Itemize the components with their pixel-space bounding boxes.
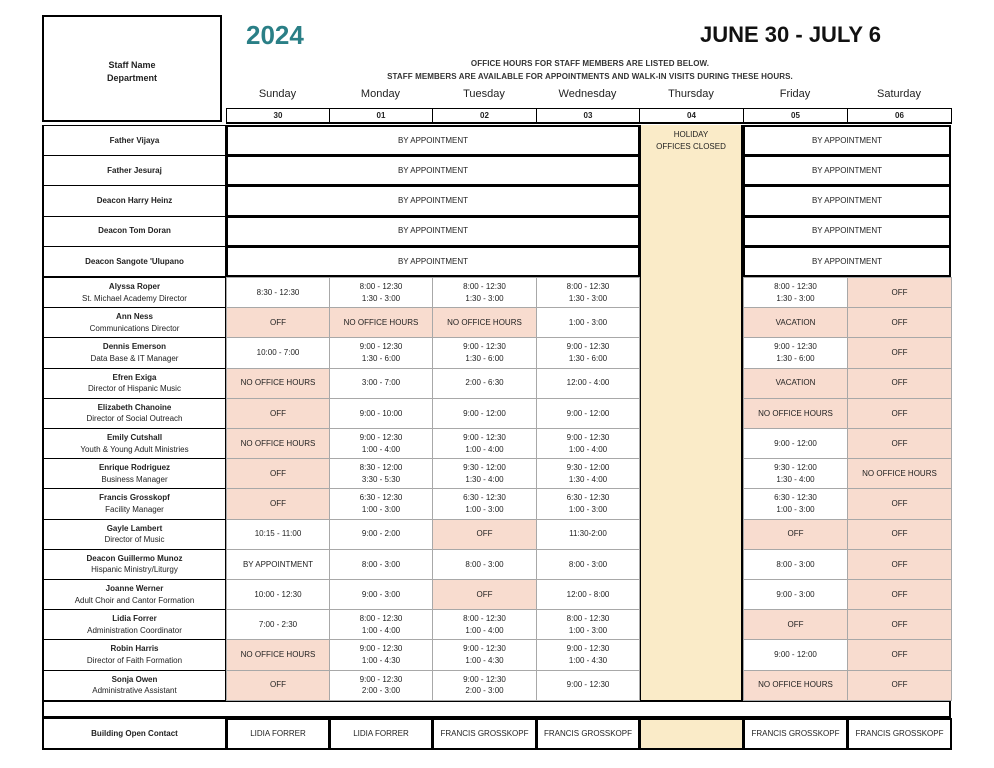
- hours-line: 12:00 - 8:00: [566, 589, 610, 599]
- hours-line: 1:00 - 4:00: [465, 625, 504, 635]
- hours-cell-mon: [329, 458, 433, 489]
- hours-line: 6:30 - 12:30: [774, 493, 817, 503]
- hours-cell-sun: [226, 579, 330, 610]
- building-contact-sun: LIDIA FORRER: [226, 718, 330, 750]
- hours-line: 2:00 - 3:00: [361, 686, 401, 696]
- hours-cell-tue: [432, 488, 537, 519]
- hours-cell-fri: [743, 488, 848, 519]
- hours-cell-mon: [329, 609, 433, 640]
- hours-line: 1:00 - 3:00: [361, 504, 401, 514]
- hours-cell-sun: [226, 337, 330, 368]
- hours-cell-fri: [743, 337, 848, 368]
- hours-line: 8:00 - 12:30: [359, 614, 403, 624]
- hours-line: NO OFFICE HOURS: [862, 468, 937, 478]
- staff-department: Director of Music: [104, 535, 165, 545]
- hours-line: 9:00 - 12:30: [463, 644, 506, 654]
- staff-department: Hispanic Ministry/Liturgy: [91, 565, 178, 575]
- staff-department: Director of Social Outreach: [86, 414, 183, 424]
- holiday-label: [639, 126, 743, 156]
- hours-line: 1:00 - 4:00: [465, 444, 504, 454]
- day-name-friday: Friday: [779, 88, 811, 100]
- hours-line: 1:00 - 4:30: [568, 655, 608, 665]
- date-range-title: JUNE 30 - JULY 6: [700, 22, 881, 47]
- hours-line: 9:00 - 12:30: [566, 644, 610, 654]
- hours-cell-sat: [847, 519, 952, 550]
- staff-name-cell: [42, 458, 227, 489]
- hours-line: OFF: [891, 287, 908, 297]
- hours-cell-tue: [432, 549, 537, 580]
- hours-line: 9:30 - 12:00: [774, 463, 817, 473]
- hours-line: 12:00 - 4:00: [566, 378, 610, 388]
- clergy-name-cell: [42, 246, 227, 277]
- holiday-line: HOLIDAY: [673, 130, 709, 140]
- hours-cell-wed: [536, 549, 640, 580]
- hours-cell-sun: [226, 609, 330, 640]
- hours-cell-tue: [432, 368, 537, 399]
- hours-cell-sat: [847, 458, 952, 489]
- hours-line: 9:00 - 12:30: [463, 674, 506, 684]
- hours-line: NO OFFICE HOURS: [240, 650, 316, 660]
- holiday-line: OFFICES CLOSED: [656, 142, 726, 151]
- staff-department: Director of Hispanic Music: [88, 384, 181, 394]
- clergy-weekend-cell: BY APPOINTMENT: [743, 246, 951, 277]
- hours-cell-sun: [226, 428, 330, 459]
- clergy-weekdays-cell: BY APPOINTMENT: [226, 216, 640, 247]
- building-contact-label-cell: [42, 718, 227, 750]
- hours-line: 1:30 - 6:00: [465, 353, 504, 363]
- staff-name: Emily Cutshall: [106, 433, 163, 442]
- hours-line: OFF: [270, 680, 286, 690]
- hours-line: 1:00 - 4:30: [465, 655, 504, 665]
- hours-cell-fri: [743, 579, 848, 610]
- hours-line: 1:30 - 6:00: [568, 353, 608, 363]
- staff-name: Lidia Forrer: [112, 614, 157, 624]
- staff-name-header: Staff Name: [108, 60, 156, 70]
- hours-line: 7:00 - 2:30: [258, 619, 298, 629]
- hours-cell-fri: [743, 428, 848, 459]
- staff-name-cell: [42, 398, 227, 429]
- hours-cell-fri: [743, 277, 848, 308]
- staff-header-box: [42, 15, 222, 122]
- hours-cell-wed: [536, 337, 640, 368]
- hours-line: 8:00 - 12:30: [359, 282, 403, 291]
- hours-line: 1:30 - 3:00: [465, 293, 504, 303]
- clergy-weekdays-cell: BY APPOINTMENT: [226, 125, 640, 156]
- hours-cell-wed: [536, 488, 640, 519]
- hours-line: 11:30-2:00: [569, 529, 607, 539]
- clergy-name: Father Jesuraj: [107, 165, 162, 175]
- hours-line: 9:00 - 12:30: [463, 342, 506, 352]
- hours-line: 9:30 - 12:00: [566, 463, 610, 473]
- hours-line: 8:00 - 3:00: [361, 559, 401, 569]
- hours-cell-fri: [743, 458, 848, 489]
- hours-cell-fri: [743, 368, 848, 399]
- staff-name: Deacon Guillermo Munoz: [86, 553, 183, 563]
- hours-line: 9:00 - 12:30: [566, 680, 610, 690]
- hours-cell-sat: [847, 428, 952, 459]
- year-title: 2024: [246, 20, 304, 50]
- hours-line: OFF: [787, 529, 804, 539]
- hours-line: 2:00 - 3:00: [465, 686, 504, 696]
- hours-line: 8:00 - 12:30: [774, 282, 817, 291]
- hours-line: OFF: [891, 650, 908, 660]
- hours-line: OFF: [476, 529, 493, 539]
- staff-name: Dennis Emerson: [102, 342, 167, 352]
- staff-name-cell: [42, 609, 227, 640]
- hours-cell-tue: [432, 670, 537, 701]
- hours-line: OFF: [891, 559, 908, 569]
- hours-line: 8:00 - 12:30: [463, 282, 506, 291]
- hours-line: 9:00 - 2:00: [361, 529, 401, 539]
- hours-line: 9:00 - 12:00: [566, 408, 610, 418]
- hours-line: 10:15 - 11:00: [254, 529, 302, 539]
- hours-cell-sat: [847, 670, 952, 701]
- hours-line: 1:30 - 4:00: [568, 474, 608, 484]
- hours-cell-fri: [743, 639, 848, 670]
- hours-line: OFF: [270, 408, 286, 418]
- hours-cell-tue: [432, 579, 537, 610]
- hours-cell-sun: [226, 458, 330, 489]
- hours-cell-fri: [743, 398, 848, 429]
- hours-line: 9:00 - 12:30: [359, 342, 403, 352]
- date-cell-tuesday: 02: [432, 108, 537, 124]
- hours-cell-tue: [432, 609, 537, 640]
- hours-cell-tue: [432, 519, 537, 550]
- hours-line: VACATION: [775, 317, 816, 327]
- clergy-name-cell: [42, 155, 227, 186]
- clergy-name-cell: [42, 216, 227, 247]
- staff-department: Director of Faith Formation: [86, 655, 183, 665]
- hours-line: 9:00 - 12:30: [566, 433, 610, 442]
- hours-line: 9:00 - 12:30: [463, 433, 506, 442]
- hours-cell-mon: [329, 368, 433, 399]
- clergy-name: Father Vijaya: [109, 135, 160, 145]
- hours-line: OFF: [891, 619, 908, 629]
- hours-cell-wed: [536, 458, 640, 489]
- hours-cell-sat: [847, 488, 952, 519]
- hours-cell-sun: [226, 368, 330, 399]
- day-name-tuesday: Tuesday: [463, 88, 505, 100]
- clergy-name: Deacon Tom Doran: [98, 226, 171, 236]
- hours-cell-sat: [847, 639, 952, 670]
- note-line-2: STAFF MEMBERS ARE AVAILABLE FOR APPOINTMENTS AND WALK-IN VISITS DURING THESE HOURS.: [387, 72, 793, 81]
- staff-name-cell: [42, 428, 227, 459]
- hours-cell-mon: [329, 277, 433, 308]
- hours-cell-fri: [743, 670, 848, 701]
- staff-name: Elizabeth Chanoine: [97, 402, 172, 412]
- building-contact-mon: LIDIA FORRER: [329, 718, 433, 750]
- hours-line: 9:00 - 12:00: [774, 650, 817, 660]
- hours-line: 9:00 - 12:30: [359, 644, 403, 654]
- hours-line: OFF: [787, 619, 804, 629]
- hours-cell-fri: [743, 549, 848, 580]
- hours-line: 1:00 - 3:00: [568, 317, 608, 327]
- hours-cell-mon: [329, 639, 433, 670]
- hours-line: 9:00 - 12:30: [359, 674, 403, 684]
- clergy-name: Deacon Harry Heinz: [96, 196, 173, 206]
- hours-line: 10:00 - 12:30: [254, 589, 302, 599]
- hours-cell-mon: [329, 398, 433, 429]
- hours-cell-tue: [432, 307, 537, 338]
- day-name-thursday: Thursday: [668, 88, 714, 100]
- hours-line: 8:00 - 12:30: [566, 282, 610, 291]
- date-cell-friday: 05: [743, 108, 848, 124]
- hours-cell-tue: [432, 277, 537, 308]
- hours-cell-sat: [847, 368, 952, 399]
- note-line-1: OFFICE HOURS FOR STAFF MEMBERS ARE LISTED BELOW.: [470, 59, 710, 68]
- hours-line: 9:30 - 12:00: [463, 463, 506, 473]
- hours-line: NO OFFICE HOURS: [240, 378, 316, 388]
- hours-line: 1:00 - 4:00: [361, 625, 401, 635]
- hours-cell-sun: [226, 277, 330, 308]
- hours-line: OFF: [891, 408, 908, 418]
- thursday-holiday-column: [639, 125, 743, 700]
- building-contact-thu: [639, 718, 744, 750]
- building-contact-tue: FRANCIS GROSSKOPF: [432, 718, 537, 750]
- staff-department: St. Michael Academy Director: [82, 293, 187, 303]
- date-cell-thursday: 04: [639, 108, 744, 124]
- hours-line: 1:00 - 4:00: [568, 444, 608, 454]
- staff-department: Administration Coordinator: [87, 625, 182, 635]
- hours-line: 3:30 - 5:30: [361, 474, 401, 484]
- hours-cell-sun: [226, 488, 330, 519]
- hours-line: OFF: [891, 529, 908, 539]
- hours-line: BY APPOINTMENT: [242, 559, 314, 569]
- staff-name-cell: [42, 639, 227, 670]
- hours-line: OFF: [891, 438, 908, 448]
- staff-department: Youth & Young Adult Ministries: [80, 444, 189, 454]
- day-name-monday: Monday: [360, 88, 401, 100]
- hours-cell-sun: [226, 639, 330, 670]
- hours-cell-sun: [226, 519, 330, 550]
- hours-line: 6:30 - 12:30: [359, 493, 403, 503]
- hours-cell-sat: [847, 277, 952, 308]
- staff-department: Data Base & IT Manager: [90, 353, 179, 363]
- clergy-weekdays-cell: BY APPOINTMENT: [226, 155, 640, 186]
- hours-cell-fri: [743, 609, 848, 640]
- hours-cell-sat: [847, 307, 952, 338]
- hours-line: 1:00 - 3:00: [465, 504, 504, 514]
- hours-line: 1:30 - 6:00: [361, 353, 401, 363]
- hours-line: 8:00 - 12:30: [463, 614, 506, 624]
- hours-line: 9:00 - 12:30: [774, 342, 817, 352]
- building-contact-sat: FRANCIS GROSSKOPF: [847, 718, 952, 750]
- hours-cell-wed: [536, 368, 640, 399]
- hours-cell-sat: [847, 337, 952, 368]
- hours-line: 1:30 - 4:00: [776, 474, 815, 484]
- staff-name: Ann Ness: [116, 312, 153, 322]
- clergy-weekdays-cell: BY APPOINTMENT: [226, 246, 640, 277]
- hours-line: OFF: [270, 468, 286, 478]
- hours-line: OFF: [891, 499, 908, 509]
- hours-cell-mon: [329, 337, 433, 368]
- staff-name: Efren Exiga: [112, 372, 157, 382]
- staff-name: Enrique Rodriguez: [98, 463, 171, 473]
- staff-name: Francis Grosskopf: [99, 493, 170, 503]
- hours-cell-sat: [847, 579, 952, 610]
- hours-line: 1:00 - 3:00: [568, 625, 608, 635]
- staff-department: Administrative Assistant: [92, 686, 177, 696]
- hours-line: NO OFFICE HOURS: [758, 408, 833, 418]
- hours-cell-mon: [329, 428, 433, 459]
- hours-line: 8:00 - 3:00: [776, 559, 815, 569]
- clergy-name-cell: [42, 185, 227, 216]
- hours-line: 9:00 - 12:30: [566, 342, 610, 352]
- hours-cell-fri: [743, 519, 848, 550]
- staff-department: Facility Manager: [105, 504, 164, 514]
- hours-line: 6:30 - 12:30: [566, 493, 610, 503]
- staff-name: Robin Harris: [110, 644, 159, 654]
- hours-line: 1:30 - 3:00: [361, 293, 401, 303]
- hours-line: 8:30 - 12:30: [256, 287, 300, 297]
- hours-cell-tue: [432, 428, 537, 459]
- clergy-weekdays-cell: BY APPOINTMENT: [226, 185, 640, 216]
- hours-line: 1:30 - 3:00: [568, 293, 608, 303]
- hours-line: 6:30 - 12:30: [463, 493, 506, 503]
- hours-line: 10:00 - 7:00: [256, 348, 300, 358]
- hours-line: OFF: [891, 348, 908, 358]
- hours-line: 1:00 - 3:00: [776, 504, 815, 514]
- staff-name-cell: [42, 549, 227, 580]
- hours-line: NO OFFICE HOURS: [343, 317, 419, 327]
- hours-cell-sun: [226, 307, 330, 338]
- staff-name-cell: [42, 488, 227, 519]
- date-cell-sunday: 30: [226, 108, 330, 124]
- hours-cell-mon: [329, 670, 433, 701]
- hours-line: 9:00 - 12:00: [774, 438, 817, 448]
- building-contact-wed: FRANCIS GROSSKOPF: [536, 718, 640, 750]
- hours-line: 9:00 - 3:00: [361, 589, 401, 599]
- staff-name: Sonja Owen: [111, 674, 158, 684]
- day-name-wednesday: Wednesday: [558, 88, 617, 100]
- hours-line: 1:00 - 4:00: [361, 444, 401, 454]
- hours-line: NO OFFICE HOURS: [758, 680, 833, 690]
- hours-line: 9:00 - 12:30: [359, 433, 403, 442]
- hours-cell-sat: [847, 549, 952, 580]
- staff-name-cell: [42, 519, 227, 550]
- hours-line: 3:00 - 7:00: [361, 378, 401, 388]
- building-contact-fri: FRANCIS GROSSKOPF: [743, 718, 848, 750]
- hours-line: 1:30 - 4:00: [465, 474, 504, 484]
- hours-cell-mon: [329, 519, 433, 550]
- hours-cell-wed: [536, 639, 640, 670]
- clergy-weekend-cell: BY APPOINTMENT: [743, 185, 951, 216]
- hours-line: OFF: [270, 499, 286, 509]
- clergy-name: Deacon Sangote 'Ulupano: [85, 256, 184, 266]
- hours-line: OFF: [891, 378, 908, 388]
- hours-line: OFF: [891, 589, 908, 599]
- date-cell-monday: 01: [329, 108, 433, 124]
- hours-cell-sun: [226, 670, 330, 701]
- hours-cell-fri: [743, 307, 848, 338]
- hours-cell-tue: [432, 639, 537, 670]
- hours-cell-mon: [329, 488, 433, 519]
- hours-line: 1:00 - 4:30: [361, 655, 401, 665]
- date-cell-saturday: 06: [847, 108, 952, 124]
- spacer-row: [42, 700, 951, 718]
- hours-cell-tue: [432, 458, 537, 489]
- staff-department: Business Manager: [101, 474, 168, 484]
- hours-line: 8:00 - 12:30: [566, 614, 610, 624]
- staff-name-cell: [42, 307, 227, 338]
- hours-line: 8:00 - 3:00: [465, 559, 504, 569]
- hours-line: 1:30 - 6:00: [776, 353, 815, 363]
- staff-department: Communications Director: [89, 323, 180, 333]
- hours-cell-tue: [432, 398, 537, 429]
- hours-line: 8:00 - 3:00: [568, 559, 608, 569]
- hours-line: 8:30 - 12:00: [359, 463, 403, 473]
- hours-line: 9:00 - 3:00: [776, 589, 815, 599]
- department-header: Department: [106, 73, 157, 83]
- staff-name-cell: [42, 579, 227, 610]
- hours-line: OFF: [476, 589, 493, 599]
- hours-cell-wed: [536, 519, 640, 550]
- hours-cell-wed: [536, 579, 640, 610]
- day-name-sunday: Sunday: [258, 88, 297, 100]
- hours-cell-sun: [226, 398, 330, 429]
- hours-cell-sun: [226, 549, 330, 580]
- hours-line: NO OFFICE HOURS: [240, 438, 316, 448]
- hours-line: OFF: [891, 317, 908, 327]
- hours-cell-mon: [329, 307, 433, 338]
- hours-line: 9:00 - 12:00: [463, 408, 506, 418]
- hours-cell-wed: [536, 670, 640, 701]
- hours-cell-tue: [432, 337, 537, 368]
- clergy-weekend-cell: BY APPOINTMENT: [743, 216, 951, 247]
- hours-cell-wed: [536, 307, 640, 338]
- staff-name: Joanne Werner: [105, 584, 164, 593]
- hours-line: 9:00 - 10:00: [359, 408, 403, 418]
- staff-department: Adult Choir and Cantor Formation: [74, 595, 195, 605]
- clergy-weekend-cell: BY APPOINTMENT: [743, 125, 951, 156]
- hours-cell-wed: [536, 398, 640, 429]
- clergy-name-cell: [42, 125, 227, 156]
- hours-cell-wed: [536, 428, 640, 459]
- staff-name-cell: [42, 277, 227, 308]
- hours-cell-wed: [536, 277, 640, 308]
- hours-cell-mon: [329, 549, 433, 580]
- hours-line: 2:00 - 6:30: [465, 378, 504, 388]
- staff-name: Gayle Lambert: [106, 523, 163, 533]
- hours-cell-sat: [847, 398, 952, 429]
- clergy-weekend-cell: BY APPOINTMENT: [743, 155, 951, 186]
- day-name-saturday: Saturday: [876, 88, 922, 100]
- staff-name-cell: [42, 670, 227, 701]
- hours-line: 1:00 - 3:00: [568, 504, 608, 514]
- staff-name-cell: [42, 337, 227, 368]
- staff-name: Alyssa Roper: [108, 282, 161, 291]
- date-cell-wednesday: 03: [536, 108, 640, 124]
- hours-cell-wed: [536, 609, 640, 640]
- staff-name-cell: [42, 368, 227, 399]
- hours-line: VACATION: [775, 378, 816, 388]
- hours-line: 1:30 - 3:00: [776, 293, 815, 303]
- hours-line: OFF: [891, 680, 908, 690]
- hours-cell-sat: [847, 609, 952, 640]
- building-contact-label: Building Open Contact: [91, 728, 178, 738]
- hours-cell-mon: [329, 579, 433, 610]
- hours-line: NO OFFICE HOURS: [447, 317, 522, 327]
- hours-line: OFF: [270, 317, 286, 327]
